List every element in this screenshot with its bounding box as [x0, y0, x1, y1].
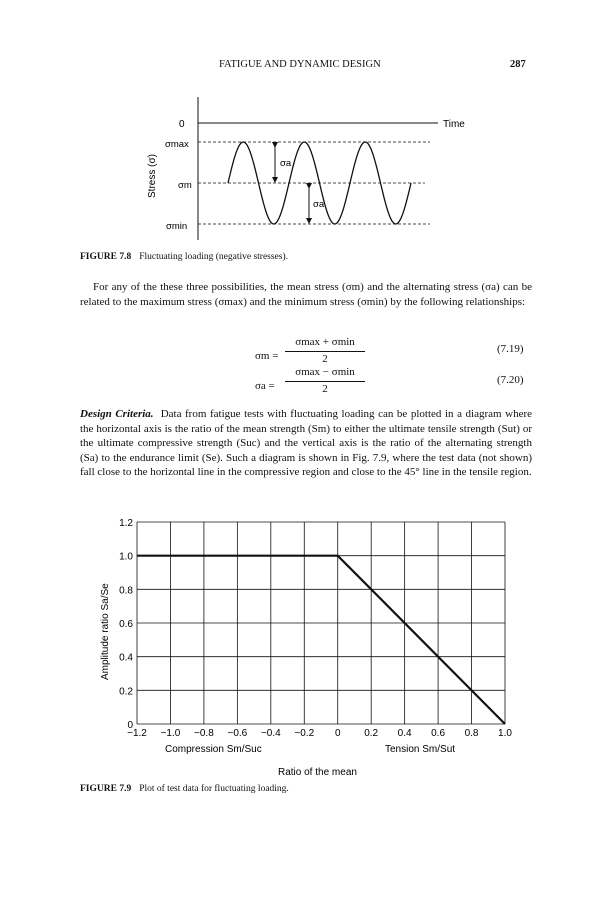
y-tick-label: 0.6: [119, 619, 133, 630]
x-tick-label: −1.0: [160, 728, 181, 739]
paragraph-2-heading: Design Criteria.: [80, 408, 154, 420]
y-tick-label: 1.0: [119, 551, 133, 563]
x-tick-label: 0: [334, 728, 341, 739]
x-tick-label: −1.2: [127, 728, 147, 739]
x-tick-label: 0.8: [464, 728, 479, 739]
paragraph-1: For any of the these three possibilities, the mean stress (σm) and the alternating stress (σa) can be related to the maximum stress (σmax) and the minimum stress (σmin) by the following relationships:: [80, 281, 532, 308]
eq-7-19-number: (7.19): [497, 343, 524, 355]
page-number: 287: [510, 59, 526, 70]
eq-7-19-fraction-bar: [285, 351, 365, 352]
eq-7-20-denominator: 2: [322, 383, 328, 395]
x-tick-label: 0.4: [397, 728, 412, 739]
eq-7-20-fraction-bar: [285, 381, 365, 382]
label-sigma-max: σmax: [165, 139, 189, 150]
label-sigma-a-lower: σa: [313, 199, 325, 210]
x-tick-label: −0.6: [227, 728, 248, 739]
eq-7-19-lhs: σm =: [255, 350, 279, 362]
figure-7-9-number: FIGURE 7.9: [80, 784, 132, 794]
figure-7-8-diagram: [0, 0, 600, 250]
figure-7-8-caption: [80, 252, 288, 262]
y-tick-label: 0.2: [119, 686, 133, 698]
figure-7-8-number: FIGURE 7.8: [80, 252, 132, 262]
x-tick-label: −0.2: [294, 728, 315, 739]
series-line-design-criterion: [137, 556, 505, 724]
y-tick-label: 0.4: [119, 652, 133, 664]
y-axis-label-stress: Stress (σ): [147, 154, 158, 198]
figure-7-9-caption-text: Plot of test data for fluctuating loading.: [139, 784, 289, 794]
eq-7-20-number: (7.20): [497, 374, 524, 386]
eq-7-20-numerator: σmax − σmin: [295, 366, 355, 378]
chart-y-label: Amplitude ratio Sa/Se: [100, 583, 111, 680]
label-sigma-a-upper: σa: [280, 158, 292, 169]
x-tick-label: −0.8: [194, 728, 214, 739]
chart-x-label: Ratio of the mean: [278, 767, 357, 778]
figure-7-9-caption: [80, 784, 289, 794]
figure-7-8-caption-text: Fluctuating loading (negative stresses).: [139, 252, 289, 262]
figure-7-9-chart: [0, 505, 600, 795]
y-tick-label: 0: [127, 720, 133, 731]
chart-x-region-tension: Tension Sm/Sut: [385, 744, 456, 755]
paragraph-2-text: Data from fatigue tests with fluctuating loading can be plotted in a diagram where the horizontal axis is the ratio of the mean strength (Sm) to either the ultimate tensile strength (Sut) or the ultimate compressive strength (Suc) and the vertical axis is the ratio of the alternating strength (Sa) to the endurance limit (Se). Such a diagram is shown in Fig. 7.9, where the test data (not shown) fall close to the horizontal line in the compressive region and close to the 45° line in the tensile region.: [80, 408, 533, 478]
y-tick-label: 0.8: [119, 585, 133, 597]
label-sigma-m: σm: [178, 180, 192, 191]
x-tick-label: 0.6: [431, 728, 446, 739]
eq-7-19-numerator: σmax + σmin: [295, 336, 355, 348]
running-header: FATIGUE AND DYNAMIC DESIGN: [219, 59, 381, 70]
x-tick-label: 1.0: [498, 728, 512, 739]
eq-7-20-lhs: σa =: [255, 380, 275, 392]
label-sigma-min: σmin: [166, 221, 188, 232]
eq-7-19-denominator: 2: [322, 353, 328, 365]
label-zero: 0: [179, 119, 185, 130]
x-tick-label: 0.2: [364, 728, 379, 739]
x-tick-label: −0.4: [260, 728, 281, 739]
chart-x-region-compression: Compression Sm/Suc: [165, 744, 262, 755]
y-tick-label: 1.2: [119, 518, 133, 529]
paragraph-2: [80, 407, 532, 480]
label-time: Time: [443, 119, 465, 130]
